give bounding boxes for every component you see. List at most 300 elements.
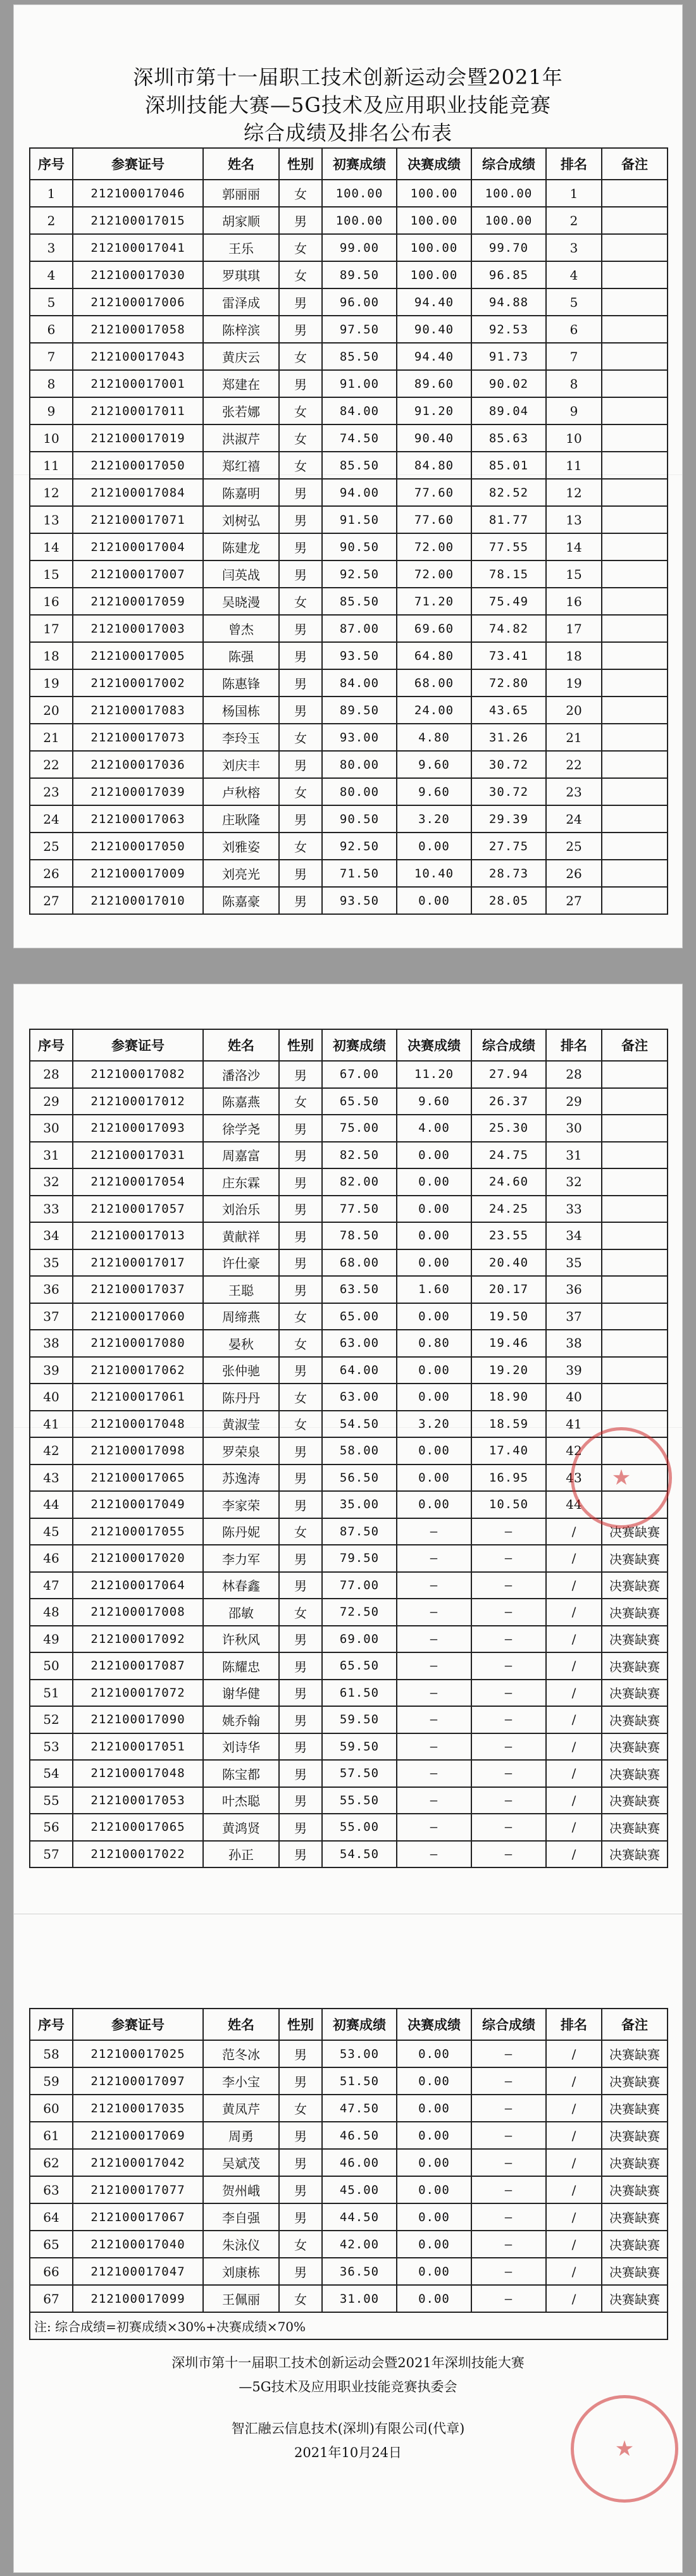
cell-gender: 女 [279,1599,322,1626]
table-row [30,1599,668,1626]
table-row [30,2040,668,2067]
cell-cert: 212100017064 [73,1572,203,1599]
cell-cert: 212100017065 [73,1464,203,1492]
cell-final: — [397,1760,471,1787]
cell-final: 0.00 [397,1303,471,1330]
cell-prelim: 35.00 [322,1491,397,1518]
cell-final: — [397,1706,471,1733]
cell-rank: 7 [546,343,602,370]
cell-rank: / [546,1841,602,1868]
cell-rank: / [546,1787,602,1814]
cell-prelim: 55.50 [322,1787,397,1814]
cell-prelim: 57.50 [322,1760,397,1787]
cell-gender: 女 [279,234,322,261]
cell-rank: / [546,1760,602,1787]
cell-rank: 1 [546,180,602,207]
cell-total: 16.95 [471,1464,546,1492]
cell-cert: 212100017048 [73,1411,203,1438]
cell-prelim: 92.50 [322,560,397,588]
cell-seq: 19 [30,669,73,697]
cell-name: 叶杰聪 [203,1787,279,1814]
cell-prelim: 77.00 [322,1572,397,1599]
header-prelim: 初赛成绩 [322,2009,397,2040]
cell-total: — [471,2203,546,2231]
cell-remark [602,479,668,506]
cell-gender: 女 [279,2285,322,2312]
cell-final: 0.00 [397,887,471,914]
cell-seq: 18 [30,642,73,669]
cell-prelim: 63.50 [322,1276,397,1303]
cell-seq: 27 [30,887,73,914]
cell-remark [602,560,668,588]
cell-remark [602,261,668,288]
cell-final: 4.00 [397,1115,471,1142]
cell-cert: 212100017050 [73,452,203,479]
cell-total: — [471,2122,546,2149]
cell-prelim: 99.00 [322,234,397,261]
cell-cert: 212100017099 [73,2285,203,2312]
table-row [30,1518,668,1545]
cell-name: 陈丹妮 [203,1518,279,1545]
table-row [30,207,668,234]
cell-gender: 男 [279,1061,322,1088]
cell-prelim: 91.50 [322,506,397,533]
cell-remark [602,288,668,316]
cell-name: 陈耀忠 [203,1652,279,1680]
cell-gender: 男 [279,1841,322,1868]
cell-remark [602,697,668,724]
cell-seq: 1 [30,180,73,207]
cell-gender: 男 [279,751,322,778]
cell-rank: 23 [546,778,602,805]
header-rank: 排名 [546,1029,602,1061]
cell-name: 谢华健 [203,1680,279,1707]
cell-name: 刘树弘 [203,506,279,533]
cell-remark [602,533,668,560]
header-total: 综合成绩 [471,2009,546,2040]
cell-name: 庄耿隆 [203,805,279,833]
cell-name: 王佩丽 [203,2285,279,2312]
table-row [30,2285,668,2312]
cell-seq: 2 [30,207,73,234]
title-line-1: 深圳市第十一届职工技术创新运动会暨2021年 [133,65,563,89]
table-row [30,1330,668,1357]
official-seal [571,1427,672,1528]
cell-remark [602,751,668,778]
cell-cert: 212100017036 [73,751,203,778]
cell-name: 刘亮光 [203,860,279,887]
cell-cert: 212100017011 [73,397,203,424]
cell-cert: 212100017048 [73,1760,203,1787]
formula-note: 注: 综合成绩=初赛成绩×30%+决赛成绩×70% [30,2312,668,2339]
table-row [30,1357,668,1384]
cell-gender: 男 [279,207,322,234]
cell-rank: 33 [546,1196,602,1223]
cell-total: — [471,1733,546,1761]
cell-cert: 212100017059 [73,588,203,615]
cell-name: 王乐 [203,234,279,261]
cell-gender: 男 [279,1545,322,1572]
cell-seq: 66 [30,2258,73,2285]
cell-seq: 65 [30,2231,73,2258]
header-final: 决赛成绩 [397,1029,471,1061]
cell-seq: 39 [30,1357,73,1384]
cell-final: 69.60 [397,615,471,642]
cell-remark: 决赛缺赛 [602,2067,668,2095]
cell-name: 郭丽丽 [203,180,279,207]
table-row [30,1196,668,1223]
cell-rank: / [546,1706,602,1733]
cell-remark: 决赛缺赛 [602,2122,668,2149]
header-total: 综合成绩 [471,148,546,180]
cell-final: 100.00 [397,261,471,288]
organizer-line-2: —5G技术及应用职业技能竞赛执委会 [239,2379,457,2394]
cell-prelim: 31.00 [322,2285,397,2312]
cell-final: 0.00 [397,1464,471,1492]
cell-prelim: 96.00 [322,288,397,316]
cell-gender: 男 [279,2203,322,2231]
cell-remark [602,1196,668,1223]
cell-name: 贺州峨 [203,2176,279,2203]
cell-seq: 29 [30,1088,73,1115]
cell-rank: 32 [546,1168,602,1196]
cell-remark [602,316,668,343]
table-row [30,1303,668,1330]
cell-final: 0.00 [397,2258,471,2285]
cell-total: — [471,1680,546,1707]
cell-final: — [397,1733,471,1761]
cell-total: — [471,2095,546,2122]
cell-prelim: 82.00 [322,1168,397,1196]
cell-seq: 62 [30,2149,73,2176]
header-gender: 性别 [279,1029,322,1061]
cell-seq: 58 [30,2040,73,2067]
cell-seq: 3 [30,234,73,261]
cell-final: 1.60 [397,1276,471,1303]
cell-total: 19.20 [471,1357,546,1384]
cell-seq: 47 [30,1572,73,1599]
cell-prelim: 78.50 [322,1222,397,1249]
cell-remark [602,452,668,479]
cell-rank: / [546,1652,602,1680]
cell-name: 陈嘉豪 [203,887,279,914]
cell-final: 3.20 [397,805,471,833]
cell-gender: 男 [279,2258,322,2285]
cell-total: 18.59 [471,1411,546,1438]
cell-cert: 212100017073 [73,724,203,751]
cell-prelim: 74.50 [322,424,397,452]
cell-name: 李玲玉 [203,724,279,751]
results-table-page-3 [29,2008,668,2340]
cell-total: 91.73 [471,343,546,370]
cell-name: 许秋风 [203,1626,279,1653]
cell-total: 73.41 [471,642,546,669]
cell-cert: 212100017012 [73,1088,203,1115]
cell-gender: 女 [279,424,322,452]
cell-rank: 28 [546,1061,602,1088]
cell-total: 92.53 [471,316,546,343]
table-row [30,1814,668,1841]
cell-rank: / [546,1599,602,1626]
cell-gender: 女 [279,452,322,479]
cell-total: 30.72 [471,778,546,805]
cell-gender: 女 [279,180,322,207]
cell-total: 24.25 [471,1196,546,1223]
cell-seq: 35 [30,1249,73,1277]
cell-seq: 28 [30,1061,73,1088]
table-header-row [30,2009,668,2040]
cell-gender: 男 [279,2149,322,2176]
cell-gender: 男 [279,1437,322,1464]
cell-rank: / [546,2231,602,2258]
table-row [30,2122,668,2149]
cell-name: 黄献祥 [203,1222,279,1249]
cell-remark [602,1222,668,1249]
cell-rank: 15 [546,560,602,588]
cell-final: — [397,1680,471,1707]
cell-gender: 男 [279,506,322,533]
title-line-2: 深圳技能大赛—5G技术及应用职业技能竞赛 [145,93,551,117]
header-final: 决赛成绩 [397,148,471,180]
cell-name: 周勇 [203,2122,279,2149]
cell-total: 31.26 [471,724,546,751]
cell-rank: 31 [546,1142,602,1169]
cell-prelim: 79.50 [322,1545,397,1572]
cell-name: 李小宝 [203,2067,279,2095]
table-row [30,1733,668,1761]
cell-final: 0.00 [397,2231,471,2258]
table-row [30,560,668,588]
cell-gender: 男 [279,1196,322,1223]
cell-name: 徐学尧 [203,1115,279,1142]
cell-name: 吴斌茂 [203,2149,279,2176]
cell-cert: 212100017043 [73,343,203,370]
table-row [30,1088,668,1115]
cell-remark: 决赛缺赛 [602,1814,668,1841]
cell-remark [602,669,668,697]
cell-seq: 14 [30,533,73,560]
organizer-line-1: 深圳市第十一届职工技术创新运动会暨2021年深圳技能大赛 [171,2355,525,2370]
cell-gender: 男 [279,288,322,316]
cell-rank: / [546,1626,602,1653]
cell-name: 陈宝都 [203,1760,279,1787]
cell-remark: 决赛缺赛 [602,2258,668,2285]
cell-prelim: 67.00 [322,1061,397,1088]
cell-rank: 29 [546,1088,602,1115]
cell-total: 43.65 [471,697,546,724]
cell-final: 90.40 [397,316,471,343]
cell-total: — [471,1706,546,1733]
cell-cert: 212100017039 [73,778,203,805]
cell-prelim: 69.00 [322,1626,397,1653]
cell-seq: 52 [30,1706,73,1733]
cell-prelim: 56.50 [322,1464,397,1492]
cell-total: 75.49 [471,588,546,615]
cell-prelim: 82.50 [322,1142,397,1169]
table-row [30,1115,668,1142]
cell-total: 100.00 [471,207,546,234]
cell-seq: 42 [30,1437,73,1464]
cell-remark: 决赛缺赛 [602,2176,668,2203]
cell-remark: 决赛缺赛 [602,2285,668,2312]
cell-seq: 51 [30,1680,73,1707]
cell-prelim: 93.50 [322,887,397,914]
cell-total: 27.75 [471,833,546,860]
cell-prelim: 45.00 [322,2176,397,2203]
cell-cert: 212100017008 [73,1599,203,1626]
cell-seq: 44 [30,1491,73,1518]
cell-prelim: 94.00 [322,479,397,506]
cell-name: 范冬冰 [203,2040,279,2067]
table-row [30,1222,668,1249]
cell-seq: 9 [30,397,73,424]
cell-prelim: 100.00 [322,180,397,207]
table-row [30,1680,668,1707]
cell-name: 吴晓漫 [203,588,279,615]
cell-seq: 46 [30,1545,73,1572]
cell-total: — [471,1652,546,1680]
cell-final: 0.00 [397,2095,471,2122]
cell-rank: 17 [546,615,602,642]
cell-gender: 男 [279,615,322,642]
header-gender: 性别 [279,148,322,180]
cell-rank: / [546,1518,602,1545]
cell-gender: 男 [279,1626,322,1653]
table-row [30,1545,668,1572]
cell-seq: 49 [30,1626,73,1653]
table-row [30,833,668,860]
cell-rank: 16 [546,588,602,615]
cell-remark [602,234,668,261]
cell-final: 24.00 [397,697,471,724]
cell-gender: 男 [279,1115,322,1142]
cell-gender: 男 [279,1142,322,1169]
table-row [30,2203,668,2231]
cell-total: — [471,2067,546,2095]
cell-gender: 女 [279,1411,322,1438]
cell-name: 陈强 [203,642,279,669]
cell-prelim: 100.00 [322,207,397,234]
cell-name: 黄淑莹 [203,1411,279,1438]
table-row [30,533,668,560]
table-row [30,1168,668,1196]
cell-remark [602,397,668,424]
cell-final: 0.00 [397,2040,471,2067]
header-seq: 序号 [30,2009,73,2040]
cell-final: 0.00 [397,2203,471,2231]
cell-final: 0.00 [397,833,471,860]
table-row [30,2176,668,2203]
cell-remark [602,805,668,833]
cell-gender: 女 [279,1384,322,1411]
table-row [30,397,668,424]
cell-cert: 212100017087 [73,1652,203,1680]
cell-remark [602,887,668,914]
cell-total: 10.50 [471,1491,546,1518]
cell-cert: 212100017065 [73,1814,203,1841]
cell-total: 99.70 [471,234,546,261]
cell-seq: 33 [30,1196,73,1223]
header-prelim: 初赛成绩 [322,1029,397,1061]
table-row [30,1249,668,1277]
table-row [30,1142,668,1169]
cell-final: 91.20 [397,397,471,424]
cell-remark: 决赛缺赛 [602,2149,668,2176]
cell-final: — [397,1599,471,1626]
cell-total: 20.17 [471,1276,546,1303]
cell-final: 94.40 [397,343,471,370]
cell-total: — [471,1545,546,1572]
cell-cert: 212100017001 [73,370,203,397]
cell-prelim: 89.50 [322,261,397,288]
cell-seq: 38 [30,1330,73,1357]
cell-rank: 3 [546,234,602,261]
cell-name: 刘康栋 [203,2258,279,2285]
cell-gender: 男 [279,642,322,669]
cell-gender: 女 [279,1088,322,1115]
cell-total: 78.15 [471,560,546,588]
cell-cert: 212100017013 [73,1222,203,1249]
cell-total: 96.85 [471,261,546,288]
table-row [30,343,668,370]
cell-cert: 212100017010 [73,887,203,914]
cell-total: 24.75 [471,1142,546,1169]
cell-name: 刘治乐 [203,1196,279,1223]
cell-final: 84.80 [397,452,471,479]
cell-final: 0.00 [397,1491,471,1518]
cell-rank: 35 [546,1249,602,1277]
document-title [14,63,682,147]
table-row [30,261,668,288]
cell-total: 24.60 [471,1168,546,1196]
cell-seq: 59 [30,2067,73,2095]
cell-gender: 女 [279,724,322,751]
seal-star-icon: ★ [614,2436,635,2461]
cell-rank: 5 [546,288,602,316]
cell-seq: 15 [30,560,73,588]
table-row [30,1411,668,1438]
cell-prelim: 97.50 [322,316,397,343]
cell-final: 100.00 [397,234,471,261]
table-row [30,1787,668,1814]
cell-cert: 212100017071 [73,506,203,533]
cell-cert: 212100017077 [73,2176,203,2203]
cell-final: 11.20 [397,1061,471,1088]
cell-final: 0.00 [397,1249,471,1277]
cell-rank: 36 [546,1276,602,1303]
cell-final: 71.20 [397,588,471,615]
cell-cert: 212100017058 [73,316,203,343]
cell-cert: 212100017050 [73,833,203,860]
cell-name: 姚乔翰 [203,1706,279,1733]
cell-rank: 4 [546,261,602,288]
cell-gender: 男 [279,533,322,560]
cell-cert: 212100017009 [73,860,203,887]
cell-final: 10.40 [397,860,471,887]
cell-seq: 43 [30,1464,73,1492]
table-row [30,1652,668,1680]
cell-remark [602,860,668,887]
cell-name: 郑建在 [203,370,279,397]
cell-remark: 决赛缺赛 [602,1599,668,1626]
table-header-row [30,1029,668,1061]
cell-final: — [397,1518,471,1545]
table-row [30,1491,668,1518]
cell-remark: 决赛缺赛 [602,1572,668,1599]
document-page-3 [14,1914,682,2572]
header-cert: 参赛证号 [73,148,203,180]
cell-gender: 男 [279,887,322,914]
